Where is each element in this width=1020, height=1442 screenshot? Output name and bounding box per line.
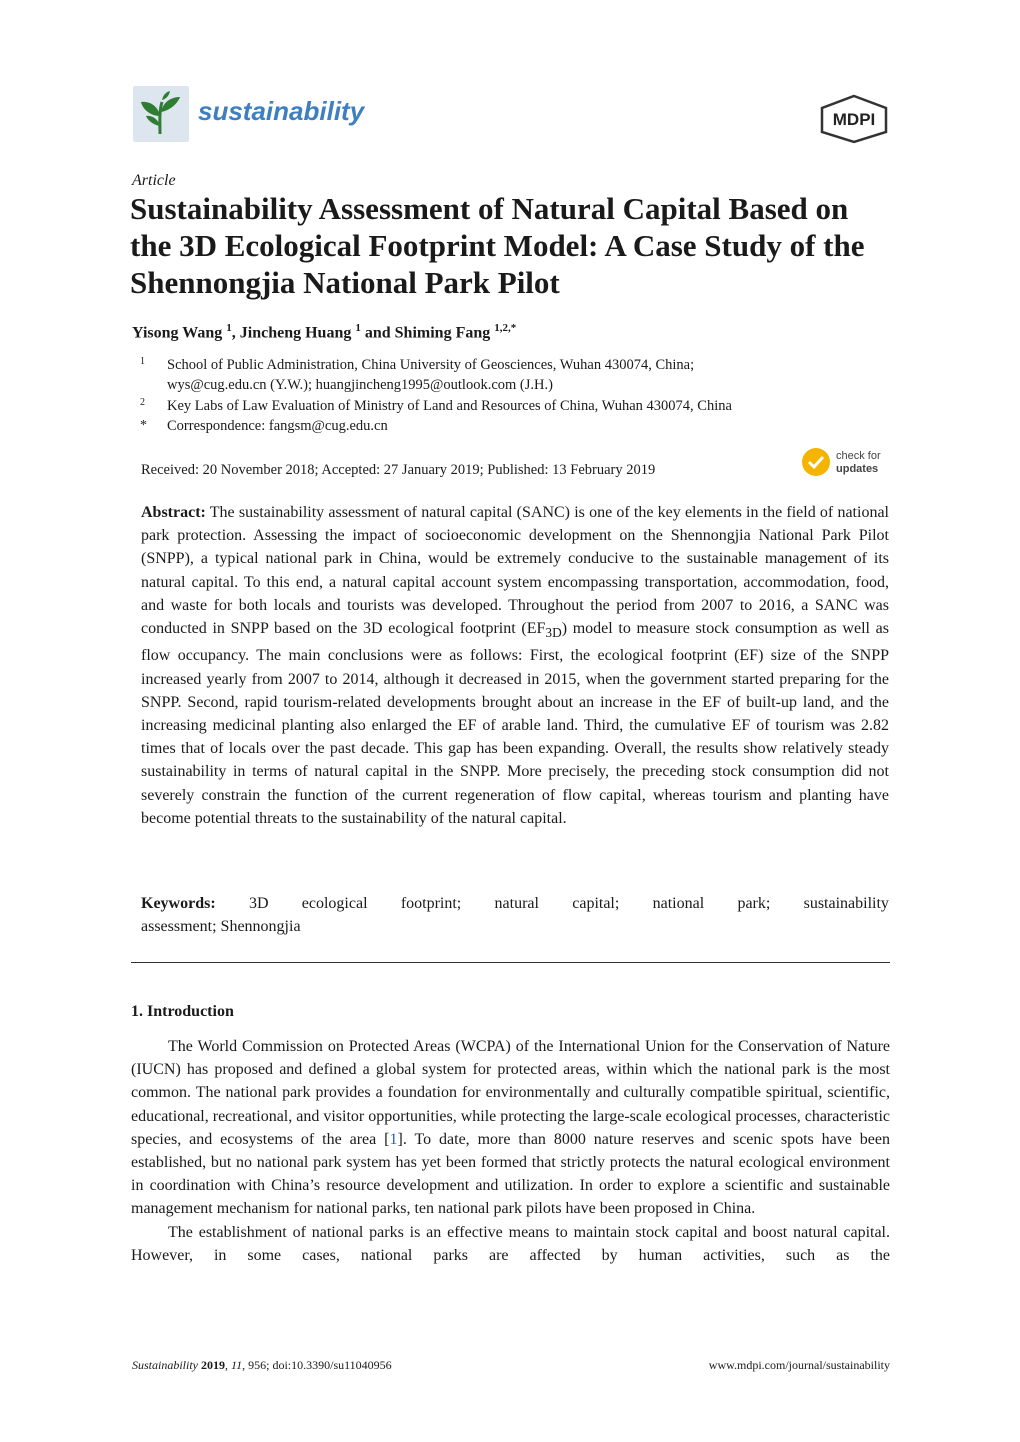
- affiliation-text: Key Labs of Law Evaluation of Ministry of Land and Resources of China, Wuhan 430074, China: [167, 398, 732, 414]
- leaf-icon: [133, 86, 189, 142]
- abstract-subscript: 3D: [545, 625, 562, 641]
- section-heading: 1. Introduction: [131, 1003, 234, 1020]
- abstract-text: The sustainability assessment of natural capital (SANC) is one of the key elements in the field of national park protection. Assessing the impact of socioeconomic development on the Shennongjia National Park Pilot (SNPP), a typical national park in China, would be extremely conducive to the sustainable management of its natural capital. To this end, a natural capital account system encompassing transportation, accommodation, food, and waste for both locals and tourists was developed. Throughout the period from 2007 to 2016, a SANC was conducted in SNPP based on the 3D ecological footprint (EF: [141, 504, 889, 638]
- keyword-word: national: [652, 895, 705, 912]
- paragraph-text: The World Commission on Protected Areas (WCPA) of the International Union for the Conservation of Nature (IUCN) has proposed and defined a global system for protected areas, within which the national park is the most common. The national park provides a foundation for environmentally and culturally compatible spiritual, scientific, educational, recreational, and visitor opportunities, while protecting the large-scale ecological processes, characteristic species, and ecosystems of the area [: [131, 1038, 890, 1148]
- author-affiliation-mark: 1,2,*: [494, 322, 517, 334]
- paragraph: The establishment of national parks is an effective means to maintain stock capital and boost natural capital. However, in some cases, national parks are affected by human activities, such as the: [131, 1223, 890, 1264]
- footer-doi: , 956; doi:10.3390/su11040956: [242, 1358, 392, 1372]
- author-list: Yisong Wang $^1$, Jincheng Huang $^1$ and Shiming Fang $^{1,2,*}$: [132, 322, 517, 342]
- introduction-body: [131, 1035, 890, 1267]
- mdpi-logo: [818, 94, 890, 149]
- updates-label: updates: [836, 463, 879, 475]
- citation-link[interactable]: 1: [389, 1130, 398, 1148]
- article-title: Sustainability Assessment of Natural Capital Based on the 3D Ecological Footprint Model: A Case Study of the Shennongjia National Park Pilot: [130, 191, 865, 300]
- journal-name: sustainability: [198, 96, 365, 126]
- keyword-word: sustainability: [803, 895, 889, 912]
- keyword-word: footprint;: [400, 895, 462, 912]
- footer-citation: Sustainability 2019, 11, 956; doi:10.3390/su11040956: [132, 1358, 392, 1372]
- check-icon: [802, 448, 830, 476]
- paragraph-text: ]. To date, more than 8000 nature reserves and scenic spots have been established, but no national park system has yet been formed that strictly protects the natural ecological environment in coordination with China’s resource development and utilization. In order to explore a scientific and sustainable management mechanism for national parks, ten national park pilots have been proposed in China.: [131, 1130, 890, 1218]
- author-name: Shiming Fang: [394, 324, 491, 342]
- keyword-word: 3D: [248, 895, 269, 912]
- abstract-label: Abstract:: [141, 504, 206, 521]
- footer-year: 2019: [201, 1358, 225, 1372]
- correspondence-marker: *: [140, 418, 147, 433]
- affiliation-text: School of Public Administration, China University of Geosciences, Wuhan 430074, China;: [167, 357, 695, 373]
- paragraph: [131, 1035, 890, 1221]
- footer-volume: 11: [231, 1358, 243, 1372]
- keyword-word: capital;: [572, 895, 620, 912]
- affiliation-marker: 2: [140, 397, 145, 408]
- check-for-label: check for: [836, 450, 881, 462]
- author-affiliation-mark: 1: [226, 322, 232, 334]
- section-divider: [131, 962, 890, 963]
- check-for-updates-badge[interactable]: [800, 446, 895, 485]
- author-name: Yisong Wang: [132, 324, 223, 342]
- correspondence-text: Correspondence: fangsm@cug.edu.cn: [167, 418, 388, 434]
- author-conjunction: and: [364, 324, 391, 342]
- keywords: [141, 892, 889, 938]
- author-affiliation-mark: 1: [355, 322, 361, 334]
- footer-journal: Sustainability: [132, 1358, 198, 1372]
- keyword-word: park;: [737, 895, 771, 912]
- keyword-word: natural: [494, 895, 539, 912]
- publisher-name: MDPI: [832, 110, 876, 129]
- abstract: [141, 501, 889, 830]
- footer-url[interactable]: www.mdpi.com/journal/sustainability: [708, 1358, 890, 1372]
- keywords-line-2: assessment; Shennongjia: [141, 918, 301, 935]
- journal-logo: [133, 86, 189, 142]
- keywords-label: Keywords:: [141, 895, 216, 912]
- keyword-word: ecological: [301, 895, 368, 912]
- abstract-text-continued: ) model to measure stock consumption as well as flow occupancy. The main conclusions were as follows: First, the ecological footprint (EF) size of the SNPP increased yearly from 2007 to 2014, although it decreased in 2015, when the government started preparing for the SNPP. Second, rapid tourism-related developments brought about an increase in the EF of built-up land, and the increasing medicinal planting also enlarged the EF of arable land. Third, the cumulative EF of tourism was 2.82 times that of locals over the past decade. This gap has been expanding. Overall, the results show relatively steady sustainability in terms of natural capital in the SNPP. More precisely, the preceding stock consumption did not severely constrain the function of the current regeneration of flow capital, whereas tourism and planting have become potential threats to the sustainability of the natural capital.: [141, 620, 889, 827]
- affiliation-marker: 1: [140, 356, 145, 367]
- affiliation-emails: wys@cug.edu.cn (Y.W.); huangjincheng1995@outlook.com (J.H.): [167, 377, 553, 393]
- author-name: Jincheng Huang: [239, 324, 352, 342]
- publication-dates: Received: 20 November 2018; Accepted: 27 January 2019; Published: 13 February 2019: [141, 462, 656, 478]
- article-type: Article: [132, 172, 176, 189]
